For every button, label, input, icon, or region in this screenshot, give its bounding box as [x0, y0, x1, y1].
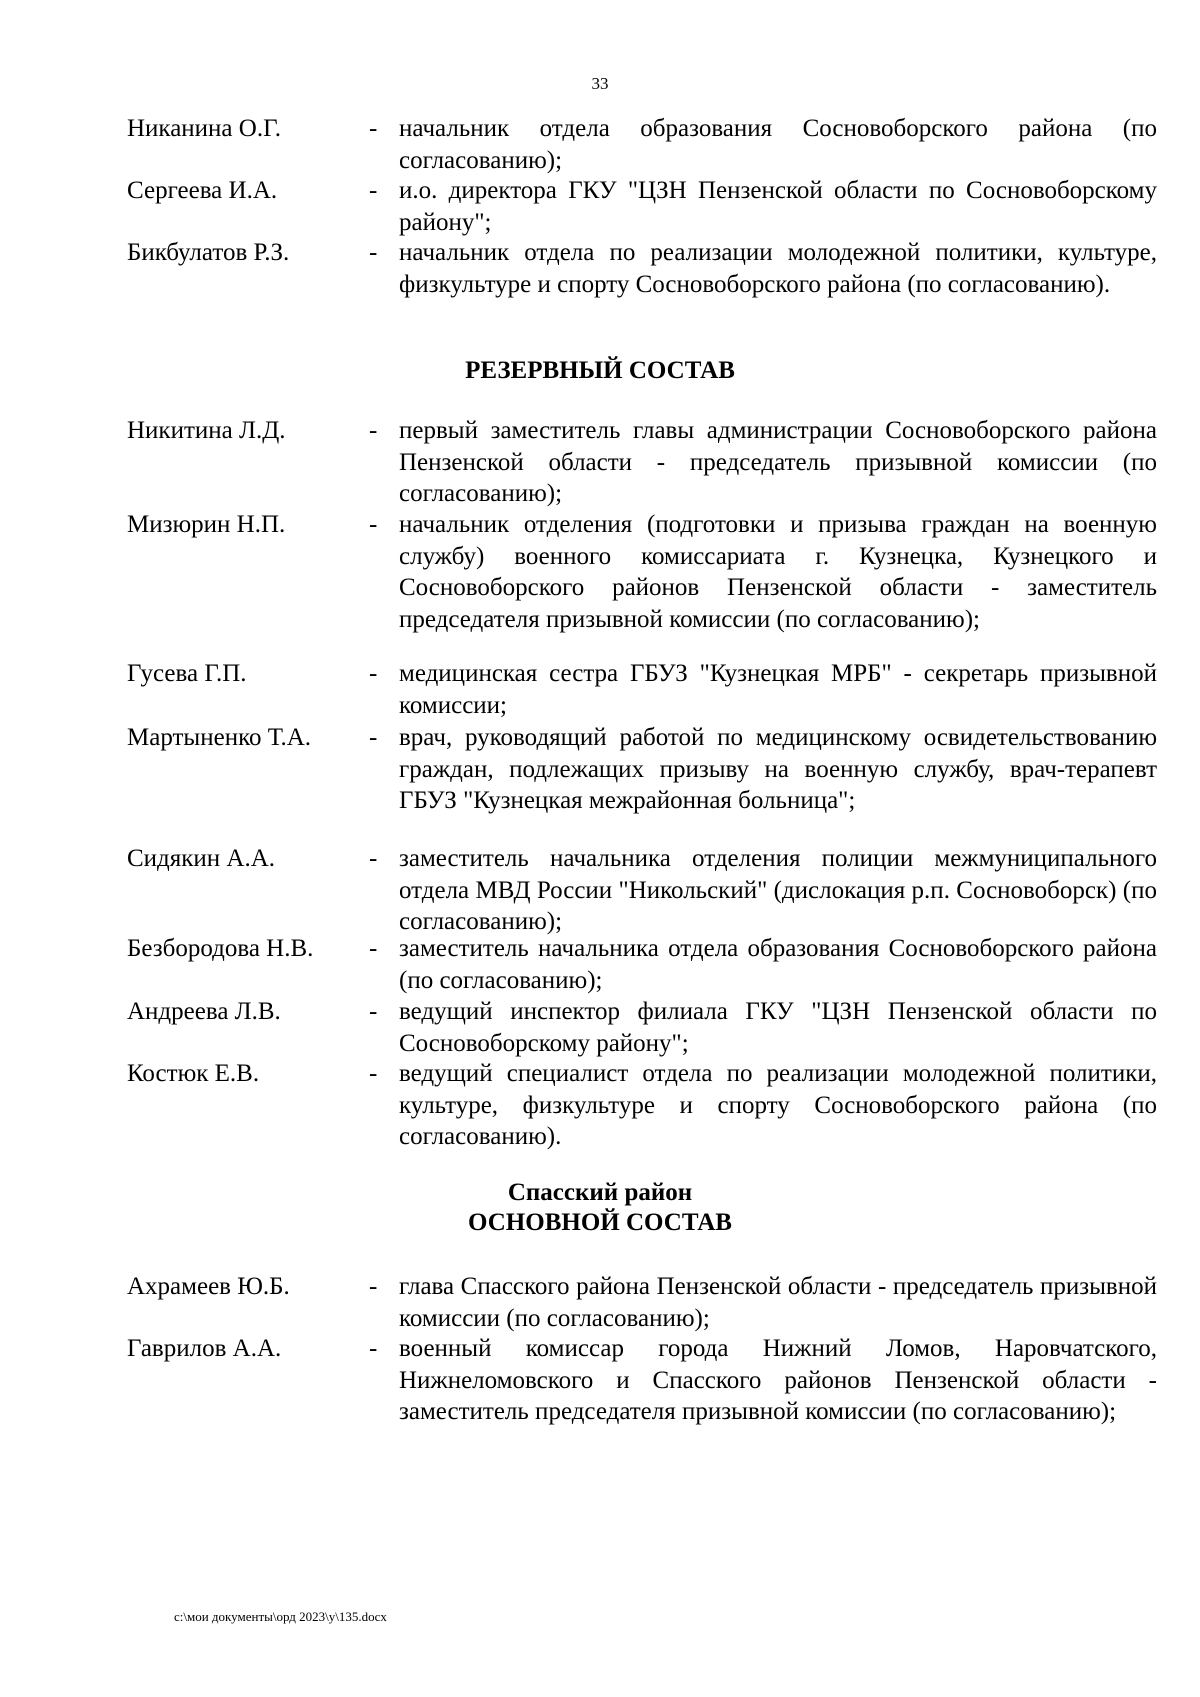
member-dash: - [369, 1335, 378, 1362]
member-role: и.о. директора ГКУ "ЦЗН Пензенской области по Сосновоборскому району"; [399, 177, 1157, 236]
member-name: Никитина Л.Д. [127, 417, 286, 444]
member-row-bikbulatov [127, 237, 1157, 300]
member-dash: - [369, 1273, 378, 1300]
member-row-martynenko [127, 722, 1157, 817]
member-name: Андреева Л.В. [127, 998, 281, 1025]
member-role: заместитель начальника отделения полиции межмуниципального отдела МВД России "Никольский" (дислокация р.п. Сосновоборск) (по согласованию); [399, 845, 1157, 935]
member-dash: - [369, 724, 378, 751]
member-dash: - [369, 239, 378, 266]
member-row-mizyurin [127, 509, 1157, 635]
member-row-sidyakin [127, 843, 1157, 938]
member-row-kostyuk [127, 1058, 1157, 1153]
member-dash: - [369, 511, 378, 538]
member-row-akhrameev [127, 1271, 1157, 1334]
footer-file-path: c:\мои документы\орд 2023\у\135.docx [174, 1609, 387, 1624]
section-heading-reserve: РЕЗЕРВНЫЙ СОСТАВ [465, 357, 735, 384]
member-role: военный комиссар города Нижний Ломов, Наровчатского, Нижнеломовского и Спасского районов Пензенской области - заместитель председателя призывной комиссии (по согласованию); [399, 1335, 1157, 1425]
member-role: врач, руководящий работой по медицинскому освидетельствованию граждан, подлежащих призыву на военную службу, врач-терапевт ГБУЗ "Кузнецкая межрайонная больница"; [399, 724, 1157, 814]
member-name: Ахрамеев Ю.Б. [127, 1273, 290, 1300]
member-role: начальник отделения (подготовки и призыва граждан на военную службу) военного комиссариата г. Кузнецка, Кузнецкого и Сосновоборского районов Пензенской области - заместитель председателя призывной комиссии (по согласованию); [399, 511, 1157, 633]
member-name: Бикбулатов Р.З. [127, 239, 290, 266]
member-row-guseva [127, 658, 1157, 721]
member-name: Гусева Г.П. [127, 660, 247, 687]
member-dash: - [369, 417, 378, 444]
member-row-nikitina [127, 415, 1157, 510]
member-dash: - [369, 845, 378, 872]
member-dash: - [369, 1060, 378, 1087]
member-name: Костюк Е.В. [127, 1060, 260, 1087]
member-dash: - [369, 177, 378, 204]
member-role: заместитель начальника отдела образования Сосновоборского района (по согласованию); [399, 935, 1157, 994]
member-row-gavrilov [127, 1333, 1157, 1428]
member-role: ведущий специалист отдела по реализации молодежной политики, культуре, физкультуре и спорту Сосновоборского района (по согласованию). [399, 1060, 1157, 1150]
member-role: начальник отдела по реализации молодежной политики, культуре, физкультуре и спорту Сосновоборского района (по согласованию). [399, 239, 1157, 298]
member-role: медицинская сестра ГБУЗ "Кузнецкая МРБ" - секретарь призывной комиссии; [399, 660, 1157, 719]
district-heading: Спасский район [507, 1179, 693, 1206]
member-name: Никанина О.Г. [127, 115, 281, 142]
member-name: Безбородова Н.В. [127, 935, 314, 962]
member-row-sergeeva [127, 175, 1157, 238]
member-row-andreeva [127, 996, 1157, 1059]
page-number: 33 [591, 74, 609, 93]
member-dash: - [369, 998, 378, 1025]
member-role: начальник отдела образования Сосновоборского района (по согласованию); [399, 115, 1157, 174]
member-name: Сидякин А.А. [127, 845, 276, 872]
member-role: глава Спасского района Пензенской области - председатель призывной комиссии (по согласованию); [399, 1273, 1157, 1332]
member-name: Мизюрин Н.П. [127, 511, 286, 538]
member-name: Сергеева И.А. [127, 177, 278, 204]
member-row-nikanina [127, 113, 1157, 176]
section-heading-main: ОСНОВНОЙ СОСТАВ [468, 1209, 732, 1236]
member-dash: - [369, 115, 378, 142]
member-dash: - [369, 935, 378, 962]
member-name: Гаврилов А.А. [127, 1335, 282, 1362]
member-role: первый заместитель главы администрации Сосновоборского района Пензенской области - председатель призывной комиссии (по согласованию); [399, 417, 1157, 507]
member-name: Мартыненко Т.А. [127, 724, 312, 751]
member-row-bezborodova [127, 933, 1157, 996]
member-role: ведущий инспектор филиала ГКУ "ЦЗН Пензенской области по Сосновоборскому району"; [399, 998, 1157, 1057]
member-dash: - [369, 660, 378, 687]
